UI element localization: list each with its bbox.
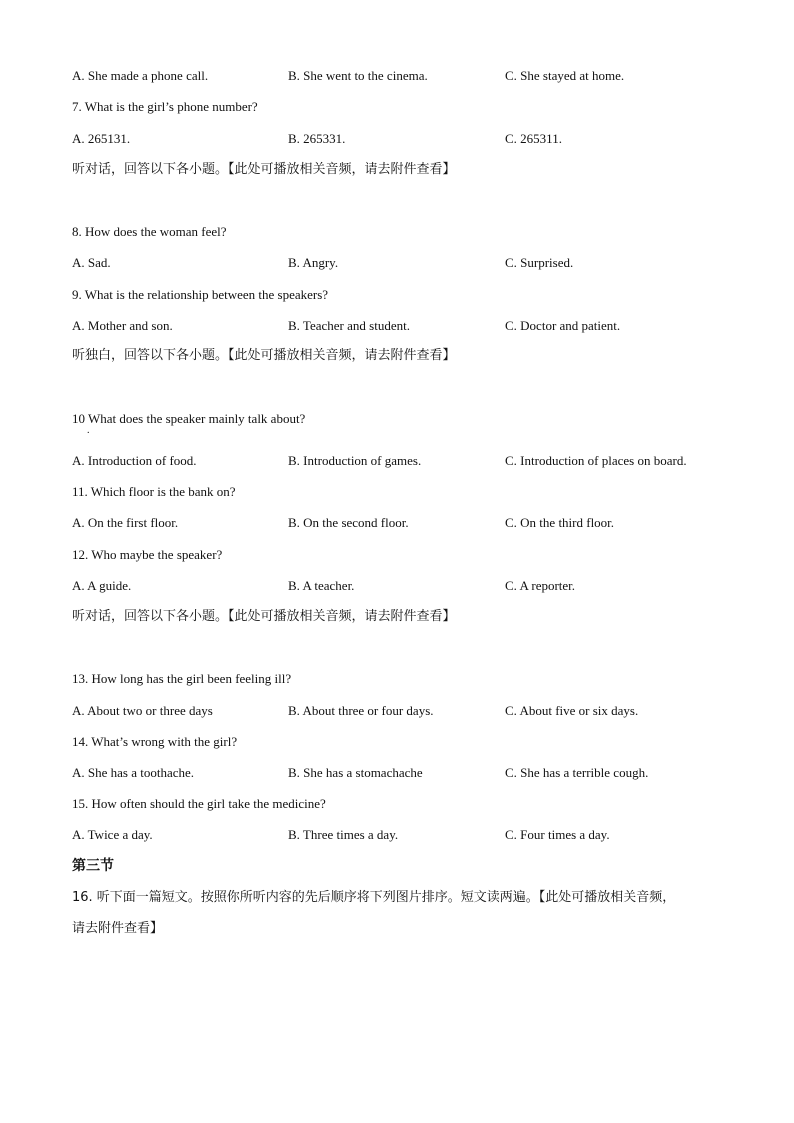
option-c: C. Doctor and patient. bbox=[505, 318, 621, 333]
instruction-monologue: 听独白，回答以下各小题。【此处可播放相关音频，请去附件查看】 bbox=[72, 348, 456, 363]
option-a: A. Mother and son. bbox=[72, 318, 173, 333]
q9-options bbox=[72, 318, 732, 334]
option-b: B. On the second floor. bbox=[288, 515, 409, 530]
option-c: C. Surprised. bbox=[505, 255, 574, 270]
option-c: C. A reporter. bbox=[505, 578, 576, 593]
option-a: A. About two or three days bbox=[72, 703, 213, 718]
option-a: A. She has a toothache. bbox=[72, 765, 195, 780]
option-b: B. 265331. bbox=[288, 131, 346, 146]
option-a: A. On the first floor. bbox=[72, 515, 179, 530]
q14-options bbox=[72, 765, 732, 781]
option-c: C. On the third floor. bbox=[505, 515, 615, 530]
option-a: A. Twice a day. bbox=[72, 827, 153, 842]
option-a: A. A guide. bbox=[72, 578, 132, 593]
q15-options bbox=[72, 827, 732, 843]
option-c: C. 265311. bbox=[505, 131, 562, 146]
q12-options bbox=[72, 578, 732, 594]
instruction-dialogue-1: 听对话，回答以下各小题。【此处可播放相关音频，请去附件查看】 bbox=[72, 162, 456, 177]
option-a: A. Introduction of food. bbox=[72, 453, 197, 468]
q8-options bbox=[72, 255, 732, 271]
q10-question: 10 What does the speaker mainly talk about? bbox=[72, 411, 306, 426]
q10-options bbox=[72, 453, 732, 469]
option-c: C. She has a terrible cough. bbox=[505, 765, 649, 780]
option-c: C. About five or six days. bbox=[505, 703, 639, 718]
q9-question: 9. What is the relationship between the speakers? bbox=[72, 287, 329, 302]
q14-question: 14. What’s wrong with the girl? bbox=[72, 734, 238, 749]
q11-question: 11. Which floor is the bank on? bbox=[72, 484, 236, 499]
q8-question: 8. How does the woman feel? bbox=[72, 224, 227, 239]
option-b: B. Teacher and student. bbox=[288, 318, 410, 333]
q12-question: 12. Who maybe the speaker? bbox=[72, 547, 223, 562]
q15-question: 15. How often should the girl take the medicine? bbox=[72, 796, 326, 811]
q16-instruction-line2: 请去附件查看】 bbox=[72, 921, 164, 936]
instruction-dialogue-2: 听对话，回答以下各小题。【此处可播放相关音频，请去附件查看】 bbox=[72, 609, 456, 624]
q11-options bbox=[72, 515, 732, 531]
option-b: B. Introduction of games. bbox=[288, 453, 422, 468]
option-b: B. Angry. bbox=[288, 255, 339, 270]
option-a: A. She made a phone call. bbox=[72, 68, 209, 83]
option-b: B. About three or four days. bbox=[288, 703, 434, 718]
option-c: C. Four times a day. bbox=[505, 827, 610, 842]
q6-options bbox=[72, 68, 732, 84]
q10-dot: . bbox=[87, 425, 90, 436]
option-b: B. She went to the cinema. bbox=[288, 68, 428, 83]
option-b: B. A teacher. bbox=[288, 578, 355, 593]
q7-question: 7. What is the girl’s phone number? bbox=[72, 99, 258, 114]
q16-instruction-line1: 16. 听下面一篇短文。按照你所听内容的先后顺序将下列图片排序。短文读两遍。【此处可播放相关音频， bbox=[72, 890, 676, 905]
option-c: C. She stayed at home. bbox=[505, 68, 625, 83]
option-b: B. Three times a day. bbox=[288, 827, 399, 842]
option-a: A. 265131. bbox=[72, 131, 131, 146]
q7-options bbox=[72, 131, 732, 147]
q13-options bbox=[72, 703, 732, 719]
option-a: A. Sad. bbox=[72, 255, 111, 270]
section-heading: 第三节 bbox=[72, 858, 114, 874]
option-c: C. Introduction of places on board. bbox=[505, 453, 687, 468]
q13-question: 13. How long has the girl been feeling ill? bbox=[72, 671, 292, 686]
option-b: B. She has a stomachache bbox=[288, 765, 423, 780]
